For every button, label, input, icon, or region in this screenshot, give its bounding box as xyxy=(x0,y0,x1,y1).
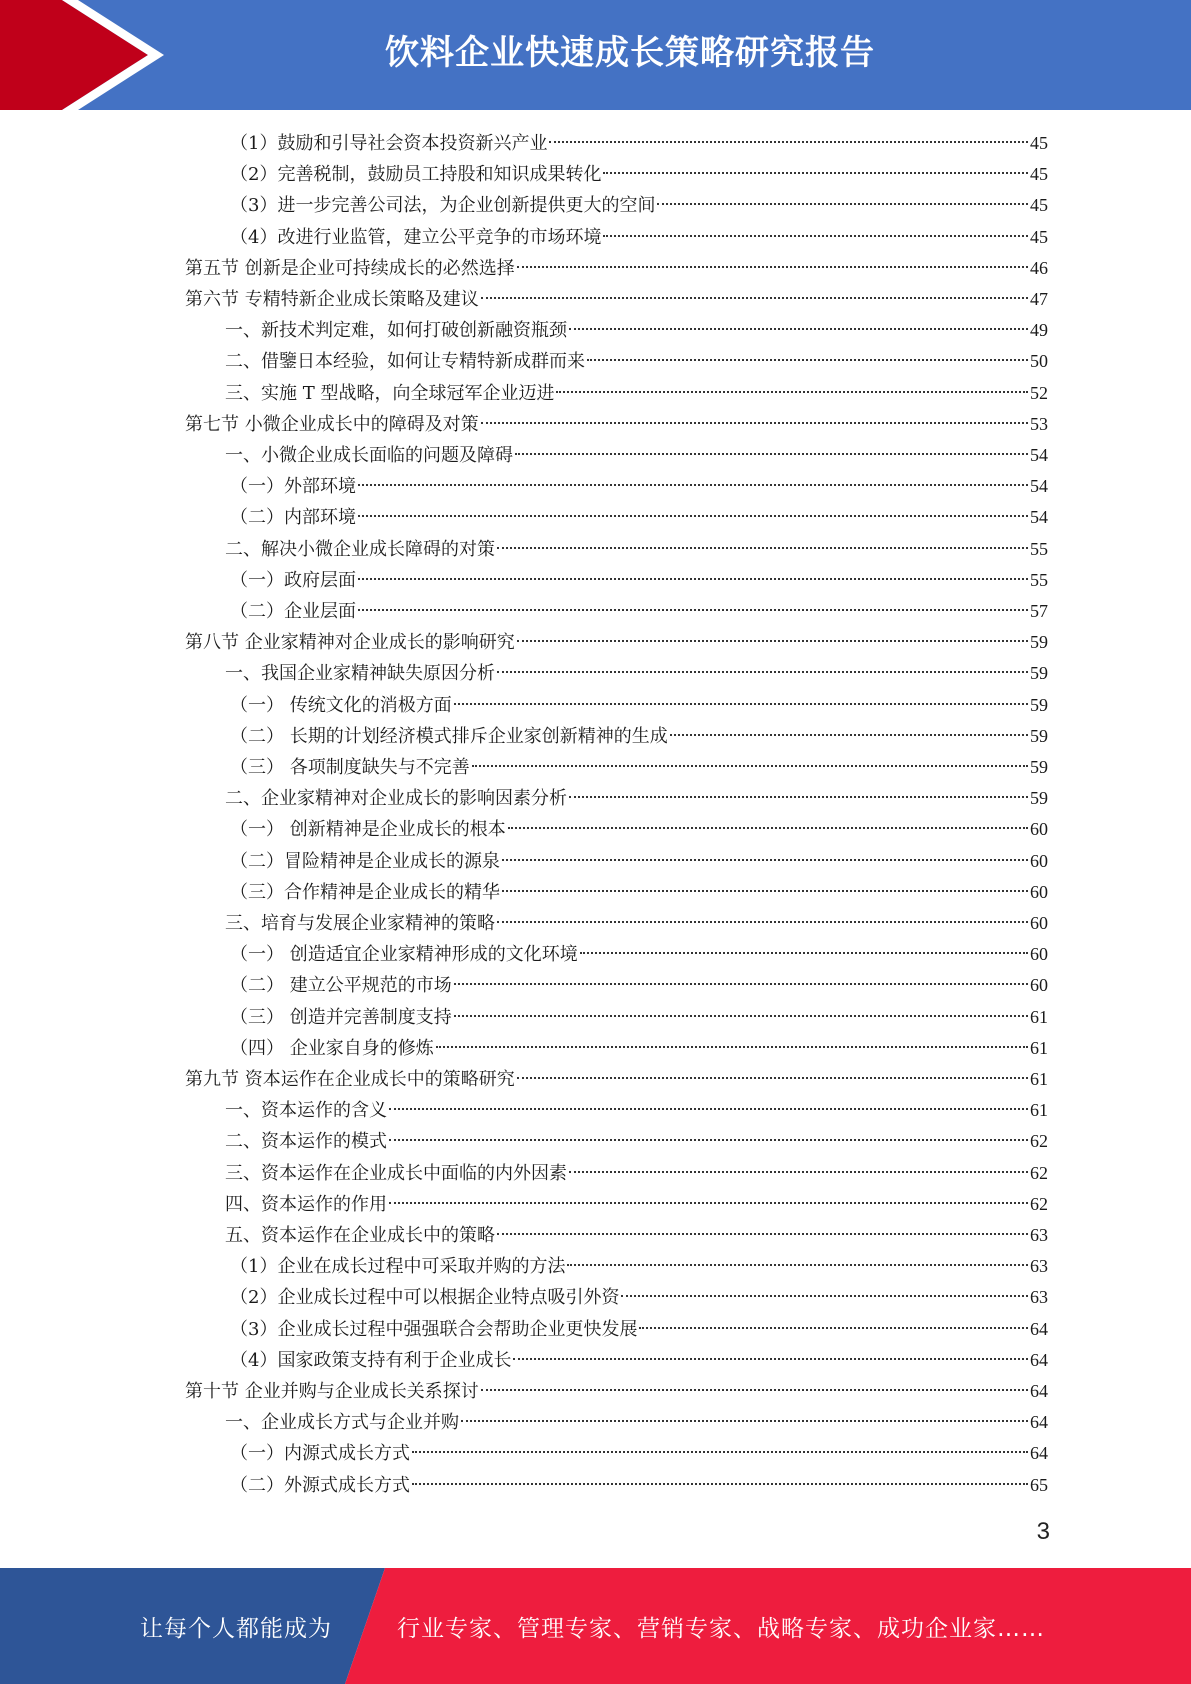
toc-entry-title: 一、新技术判定难，如何打破创新融资瓶颈 xyxy=(225,320,567,341)
toc-entry-title: 一、我国企业家精神缺失原因分析 xyxy=(225,663,495,684)
toc-entry-title: （二）企业层面 xyxy=(230,601,356,622)
toc-entry[interactable] xyxy=(225,440,1048,471)
toc-entry[interactable] xyxy=(230,1345,1048,1376)
toc-entry[interactable] xyxy=(230,814,1048,845)
toc-entry[interactable] xyxy=(225,1220,1048,1251)
toc-entry[interactable] xyxy=(225,908,1048,939)
toc-entry-page: 60 xyxy=(1030,975,1048,995)
toc-dot-leader xyxy=(569,1171,1028,1173)
toc-entry-title: （4）国家政策支持有利于企业成长 xyxy=(230,1350,512,1371)
toc-entry[interactable] xyxy=(230,159,1048,190)
toc-entry-page: 63 xyxy=(1030,1287,1048,1307)
report-title: 饮料企业快速成长策略研究报告 xyxy=(385,33,875,73)
toc-entry-title: （三）合作精神是企业成长的精华 xyxy=(230,882,500,903)
toc-entry[interactable] xyxy=(185,1376,1048,1407)
toc-dot-leader xyxy=(502,859,1028,861)
toc-entry-page: 45 xyxy=(1030,164,1048,184)
toc-entry-title: （二）冒险精神是企业成长的源泉 xyxy=(230,851,500,872)
toc-dot-leader xyxy=(481,422,1028,424)
footer-slogan: 让每个人都能成为 xyxy=(140,1616,332,1642)
toc-dot-leader xyxy=(639,1327,1028,1329)
toc-entry-title: （一） 传统文化的消极方面 xyxy=(230,695,452,716)
toc-entry-title: （一）外部环境 xyxy=(230,476,356,497)
toc-entry-page: 62 xyxy=(1030,1194,1048,1214)
toc-entry-page: 49 xyxy=(1030,320,1048,340)
toc-entry-page: 64 xyxy=(1030,1443,1048,1463)
toc-entry-page: 47 xyxy=(1030,289,1048,309)
toc-entry-title: （二）内部环境 xyxy=(230,507,356,528)
toc-entry-page: 46 xyxy=(1030,258,1048,278)
toc-dot-leader xyxy=(670,734,1028,736)
toc-entry-title: 第八节 企业家精神对企业成长的影响研究 xyxy=(185,632,515,653)
toc-entry-title: （1）鼓励和引导社会资本投资新兴产业 xyxy=(230,133,548,154)
toc-entry-title: （2）企业成长过程中可以根据企业特点吸引外资 xyxy=(230,1287,620,1308)
toc-entry-page: 50 xyxy=(1030,351,1048,371)
toc-entry-title: 三、培育与发展企业家精神的策略 xyxy=(225,913,495,934)
toc-entry[interactable] xyxy=(230,1470,1048,1501)
toc-entry-title: 第九节 资本运作在企业成长中的策略研究 xyxy=(185,1069,515,1090)
toc-dot-leader xyxy=(569,796,1028,798)
toc-dot-leader xyxy=(454,1015,1028,1017)
toc-entry-page: 55 xyxy=(1030,570,1048,590)
toc-entry-page: 64 xyxy=(1030,1350,1048,1370)
toc-entry[interactable] xyxy=(225,1126,1048,1157)
toc-entry-title: （一）政府层面 xyxy=(230,570,356,591)
toc-entry[interactable] xyxy=(230,1314,1048,1345)
toc-dot-leader xyxy=(517,1077,1028,1079)
toc-entry[interactable] xyxy=(230,128,1048,159)
toc-entry-title: （3）企业成长过程中强强联合会帮助企业更快发展 xyxy=(230,1319,638,1340)
toc-entry-page: 62 xyxy=(1030,1163,1048,1183)
toc-entry-page: 60 xyxy=(1030,913,1048,933)
toc-entry-title: （二） 建立公平规范的市场 xyxy=(230,975,452,996)
toc-entry-page: 59 xyxy=(1030,632,1048,652)
toc-entry-page: 45 xyxy=(1030,227,1048,247)
toc-entry-title: （二） 长期的计划经济模式排斥企业家创新精神的生成 xyxy=(230,726,668,747)
toc-entry-page: 59 xyxy=(1030,788,1048,808)
toc-entry-title: （3）进一步完善公司法，为企业创新提供更大的空间 xyxy=(230,195,656,216)
toc-entry-title: 三、实施 T 型战略，向全球冠军企业迈进 xyxy=(225,383,555,404)
toc-entry-title: （1）企业在成长过程中可采取并购的方法 xyxy=(230,1256,566,1277)
toc-entry[interactable] xyxy=(230,752,1048,783)
toc-entry-page: 59 xyxy=(1030,726,1048,746)
toc-entry-title: （一） 创造适宜企业家精神形成的文化环境 xyxy=(230,944,578,965)
toc-entry-title: （三） 创造并完善制度支持 xyxy=(230,1007,452,1028)
toc-entry-page: 45 xyxy=(1030,133,1048,153)
toc-entry[interactable] xyxy=(225,783,1048,814)
toc-entry[interactable] xyxy=(225,1407,1048,1438)
toc-entry-page: 62 xyxy=(1030,1131,1048,1151)
toc-entry[interactable] xyxy=(230,846,1048,877)
toc-entry-title: 二、企业家精神对企业成长的影响因素分析 xyxy=(225,788,567,809)
toc-entry-page: 64 xyxy=(1030,1412,1048,1432)
footer-roles: 行业专家、管理专家、营销专家、战略专家、成功企业家…… xyxy=(397,1616,1045,1642)
toc-entry[interactable] xyxy=(185,409,1048,440)
toc-dot-leader xyxy=(515,453,1028,455)
toc-entry[interactable] xyxy=(230,721,1048,752)
toc-entry-page: 60 xyxy=(1030,882,1048,902)
toc-entry-page: 54 xyxy=(1030,476,1048,496)
toc-dot-leader xyxy=(358,515,1028,517)
toc-entry[interactable] xyxy=(230,1002,1048,1033)
toc-dot-leader xyxy=(412,1451,1028,1453)
toc-entry-title: 第十节 企业并购与企业成长关系探讨 xyxy=(185,1381,479,1402)
toc-dot-leader xyxy=(569,328,1028,330)
page-number: 3 xyxy=(1036,1518,1050,1545)
toc-entry[interactable] xyxy=(230,502,1048,533)
toc-entry-title: 二、借鑒日本经验，如何让专精特新成群而来 xyxy=(225,351,585,372)
toc-dot-leader xyxy=(587,359,1028,361)
toc-entry[interactable] xyxy=(230,565,1048,596)
toc-entry-page: 45 xyxy=(1030,195,1048,215)
toc-entry-page: 55 xyxy=(1030,539,1048,559)
toc-dot-leader xyxy=(508,827,1028,829)
toc-entry[interactable] xyxy=(225,315,1048,346)
toc-entry-page: 57 xyxy=(1030,601,1048,621)
toc-entry[interactable] xyxy=(230,1282,1048,1313)
toc-entry-title: 一、小微企业成长面临的问题及障碍 xyxy=(225,445,513,466)
toc-entry[interactable] xyxy=(230,1251,1048,1282)
toc-dot-leader xyxy=(472,765,1028,767)
toc-dot-leader xyxy=(517,640,1028,642)
toc-entry[interactable] xyxy=(185,1064,1048,1095)
toc-entry-page: 61 xyxy=(1030,1007,1048,1027)
toc-entry-title: 一、企业成长方式与企业并购 xyxy=(225,1412,459,1433)
toc-dot-leader xyxy=(556,391,1028,393)
toc-entry-page: 60 xyxy=(1030,819,1048,839)
toc-entry-title: 四、资本运作的作用 xyxy=(225,1194,387,1215)
toc-entry[interactable] xyxy=(225,378,1048,409)
toc-entry-title: 第六节 专精特新企业成长策略及建议 xyxy=(185,289,479,310)
toc-dot-leader xyxy=(567,1264,1028,1266)
toc-entry[interactable] xyxy=(230,1438,1048,1469)
toc-entry-page: 61 xyxy=(1030,1069,1048,1089)
toc-entry[interactable] xyxy=(230,596,1048,627)
toc-entry-page: 63 xyxy=(1030,1256,1048,1276)
toc-entry-page: 59 xyxy=(1030,663,1048,683)
toc-entry-page: 64 xyxy=(1030,1381,1048,1401)
toc-dot-leader xyxy=(358,609,1028,611)
toc-dot-leader xyxy=(389,1108,1028,1110)
toc-entry[interactable] xyxy=(230,970,1048,1001)
toc-dot-leader xyxy=(436,1046,1028,1048)
toc-dot-leader xyxy=(621,1295,1028,1297)
toc-entry-page: 64 xyxy=(1030,1319,1048,1339)
toc-entry[interactable] xyxy=(185,253,1048,284)
toc-entry-title: （2）完善税制，鼓励员工持股和知识成果转化 xyxy=(230,164,602,185)
toc-entry-title: （四） 企业家自身的修炼 xyxy=(230,1038,434,1059)
toc-entry-title: （4）改进行业监管，建立公平竞争的市场环境 xyxy=(230,227,602,248)
toc-entry-page: 59 xyxy=(1030,757,1048,777)
toc-entry[interactable] xyxy=(230,690,1048,721)
toc-dot-leader xyxy=(389,1139,1028,1141)
toc-dot-leader xyxy=(603,172,1028,174)
toc-entry-page: 54 xyxy=(1030,445,1048,465)
toc-dot-leader xyxy=(358,484,1028,486)
toc-entry[interactable] xyxy=(230,939,1048,970)
toc-entry[interactable] xyxy=(225,346,1048,377)
toc-dot-leader xyxy=(497,547,1028,549)
toc-entry-title: 三、资本运作在企业成长中面临的内外因素 xyxy=(225,1163,567,1184)
toc-entry[interactable] xyxy=(230,877,1048,908)
toc-entry-title: （二）外源式成长方式 xyxy=(230,1475,410,1496)
toc-entry-page: 63 xyxy=(1030,1225,1048,1245)
toc-entry-page: 52 xyxy=(1030,383,1048,403)
toc-entry[interactable] xyxy=(230,222,1048,253)
toc-entry[interactable] xyxy=(230,471,1048,502)
toc-entry[interactable] xyxy=(225,658,1048,689)
header-banner xyxy=(0,0,1191,110)
toc-entry-page: 59 xyxy=(1030,695,1048,715)
toc-dot-leader xyxy=(481,1389,1028,1391)
toc-entry-page: 54 xyxy=(1030,507,1048,527)
toc-dot-leader xyxy=(580,952,1028,954)
toc-dot-leader xyxy=(549,141,1028,143)
toc-entry-title: 第七节 小微企业成长中的障碍及对策 xyxy=(185,414,479,435)
toc-dot-leader xyxy=(412,1483,1028,1485)
toc-entry-page: 65 xyxy=(1030,1475,1048,1495)
toc-dot-leader xyxy=(358,578,1028,580)
toc-dot-leader xyxy=(454,983,1028,985)
toc-dot-leader xyxy=(497,1233,1028,1235)
toc-dot-leader xyxy=(502,890,1028,892)
toc-dot-leader xyxy=(657,203,1028,205)
toc-entry-title: 二、资本运作的模式 xyxy=(225,1131,387,1152)
toc-dot-leader xyxy=(454,703,1028,705)
toc-entry[interactable] xyxy=(225,1158,1048,1189)
toc-dot-leader xyxy=(481,297,1028,299)
footer-banner xyxy=(0,1568,1191,1684)
toc-dot-leader xyxy=(497,921,1028,923)
toc-entry-page: 53 xyxy=(1030,414,1048,434)
toc-entry-title: 第五节 创新是企业可持续成长的必然选择 xyxy=(185,258,515,279)
toc-entry-title: （三） 各项制度缺失与不完善 xyxy=(230,757,470,778)
toc-entry[interactable] xyxy=(225,534,1048,565)
toc-entry[interactable] xyxy=(230,190,1048,221)
toc-entry[interactable] xyxy=(230,1033,1048,1064)
toc-dot-leader xyxy=(497,671,1028,673)
toc-entry-title: 一、资本运作的含义 xyxy=(225,1100,387,1121)
toc-entry[interactable] xyxy=(225,1189,1048,1220)
toc-entry-title: （一） 创新精神是企业成长的根本 xyxy=(230,819,506,840)
toc-entry-page: 61 xyxy=(1030,1038,1048,1058)
toc-entry-page: 60 xyxy=(1030,944,1048,964)
toc-entry[interactable] xyxy=(185,284,1048,315)
toc-dot-leader xyxy=(517,266,1028,268)
toc-dot-leader xyxy=(461,1420,1028,1422)
toc-dot-leader xyxy=(389,1202,1028,1204)
toc-entry-page: 60 xyxy=(1030,851,1048,871)
toc-entry[interactable] xyxy=(225,1095,1048,1126)
toc-dot-leader xyxy=(513,1358,1028,1360)
toc-dot-leader xyxy=(603,235,1028,237)
toc-entry-title: 二、解决小微企业成长障碍的对策 xyxy=(225,539,495,560)
toc-entry-title: 五、资本运作在企业成长中的策略 xyxy=(225,1225,495,1246)
toc-entry-title: （一）内源式成长方式 xyxy=(230,1443,410,1464)
toc-entry-page: 61 xyxy=(1030,1100,1048,1120)
toc-entry[interactable] xyxy=(185,627,1048,658)
